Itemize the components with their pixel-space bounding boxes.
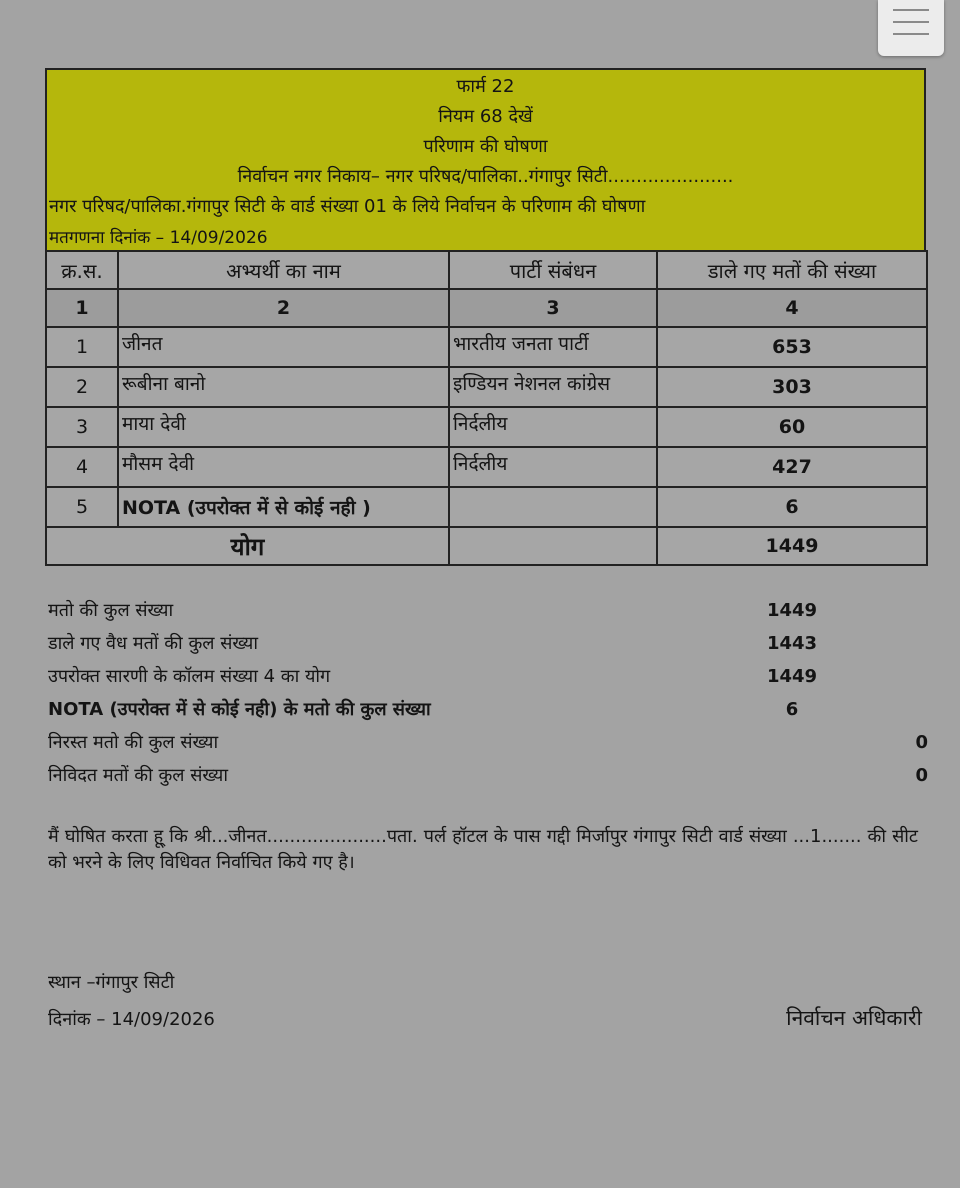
candidate-name-cell: रूबीना बानो xyxy=(118,367,449,407)
party-cell: निर्दलीय xyxy=(449,447,657,487)
total-empty-cell xyxy=(449,527,657,565)
party-cell: भारतीय जनता पार्टी xyxy=(449,327,657,367)
votes-cell: 427 xyxy=(657,447,927,487)
votes-cell: 653 xyxy=(657,327,927,367)
total-label: योग xyxy=(46,527,449,565)
summary-label: उपरोक्त सारणी के कॉलम संख्या 4 का योग xyxy=(48,666,331,687)
table-header-row xyxy=(46,251,927,289)
results-table xyxy=(45,250,928,566)
declaration-text: मैं घोषित करता हू् कि श्री...जीनत.....................पता. पर्ल हॉटल के पास गद्दी मिर्जापुर गंगापुर सिटी वार्ड संख्या ...1....... की सीट को भरने के लिए विधिवत निर्वाचित किये गए है। xyxy=(48,826,918,873)
column-number: 2 xyxy=(118,289,449,327)
table-row xyxy=(46,327,927,367)
date-line: दिनांक – 14/09/2026 xyxy=(48,1009,215,1030)
serial-cell: 3 xyxy=(46,407,118,447)
summary-label: निविदत मतों की कुल संख्या xyxy=(48,765,229,786)
summary-row xyxy=(48,598,928,631)
votes-cell: 6 xyxy=(657,487,927,527)
serial-cell: 2 xyxy=(46,367,118,407)
summary-value: 1443 xyxy=(766,633,818,654)
menu-icon-bar xyxy=(893,21,929,23)
votes-cell: 60 xyxy=(657,407,927,447)
result-sheet xyxy=(45,68,926,566)
menu-icon-bar xyxy=(893,33,929,35)
column-header: डाले गए मतों की संख्या xyxy=(657,251,927,289)
form-number: फार्म 22 xyxy=(456,76,515,97)
votes-cell: 303 xyxy=(657,367,927,407)
hamburger-menu-icon xyxy=(893,9,929,11)
count-date: मतगणना दिनांक – 14/09/2026 xyxy=(49,228,268,248)
total-votes: 1449 xyxy=(657,527,927,565)
column-header: अभ्यर्थी का नाम xyxy=(118,251,449,289)
table-row xyxy=(46,447,927,487)
summary-row xyxy=(48,697,928,730)
vote-summary xyxy=(48,598,928,796)
serial-cell: 5 xyxy=(46,487,118,527)
column-number: 3 xyxy=(449,289,657,327)
summary-label: निरस्त मतो की कुल संख्या xyxy=(48,732,219,753)
nota-name-cell: NOTA (उपरोक्त में से कोई नही ) xyxy=(118,487,449,527)
summary-value: 0 xyxy=(915,765,928,786)
menu-button[interactable] xyxy=(878,0,944,56)
summary-value: 0 xyxy=(915,732,928,753)
place-line: स्थान –गंगापुर सिटी xyxy=(48,972,175,993)
summary-row xyxy=(48,664,928,697)
summary-value: 6 xyxy=(785,699,799,720)
column-number: 4 xyxy=(657,289,927,327)
serial-cell: 4 xyxy=(46,447,118,487)
election-body-line: निर्वाचन नगर निकाय– नगर परिषद/पालिका..गंगापुर सिटी...................... xyxy=(237,166,734,187)
summary-row xyxy=(48,631,928,664)
party-cell: निर्दलीय xyxy=(449,407,657,447)
election-officer-label: निर्वाचन अधिकारी xyxy=(786,1006,922,1030)
party-cell xyxy=(449,487,657,527)
summary-value: 1449 xyxy=(766,600,818,621)
serial-cell: 1 xyxy=(46,327,118,367)
form-title: परिणाम की घोषणा xyxy=(423,136,548,157)
summary-label: NOTA (उपरोक्त में से कोई नही) के मतो की कुल संख्या xyxy=(48,699,431,720)
summary-row xyxy=(48,730,928,763)
candidate-name-cell: जीनत xyxy=(118,327,449,367)
rule-reference: नियम 68 देखें xyxy=(438,106,533,127)
column-number: 1 xyxy=(46,289,118,327)
summary-label: डाले गए वैध मतों की कुल संख्या xyxy=(48,633,258,654)
ward-line: नगर परिषद/पालिका.गंगापुर सिटी के वार्ड संख्या 01 के लिये निर्वाचन के परिणाम की घोषणा xyxy=(49,196,646,217)
total-row xyxy=(46,527,927,565)
summary-value: 1449 xyxy=(766,666,818,687)
candidate-name-cell: माया देवी xyxy=(118,407,449,447)
column-number-row xyxy=(46,289,927,327)
column-header: पार्टी संबंधन xyxy=(449,251,657,289)
table-row xyxy=(46,367,927,407)
candidate-name-cell: मौसम देवी xyxy=(118,447,449,487)
table-row xyxy=(46,487,927,527)
summary-label: मतो की कुल संख्या xyxy=(48,600,174,621)
summary-row xyxy=(48,763,928,796)
table-row xyxy=(46,407,927,447)
column-header: क्र.स. xyxy=(46,251,118,289)
form-header xyxy=(45,68,926,250)
party-cell: इण्डियन नेशनल कांग्रेस xyxy=(449,367,657,407)
